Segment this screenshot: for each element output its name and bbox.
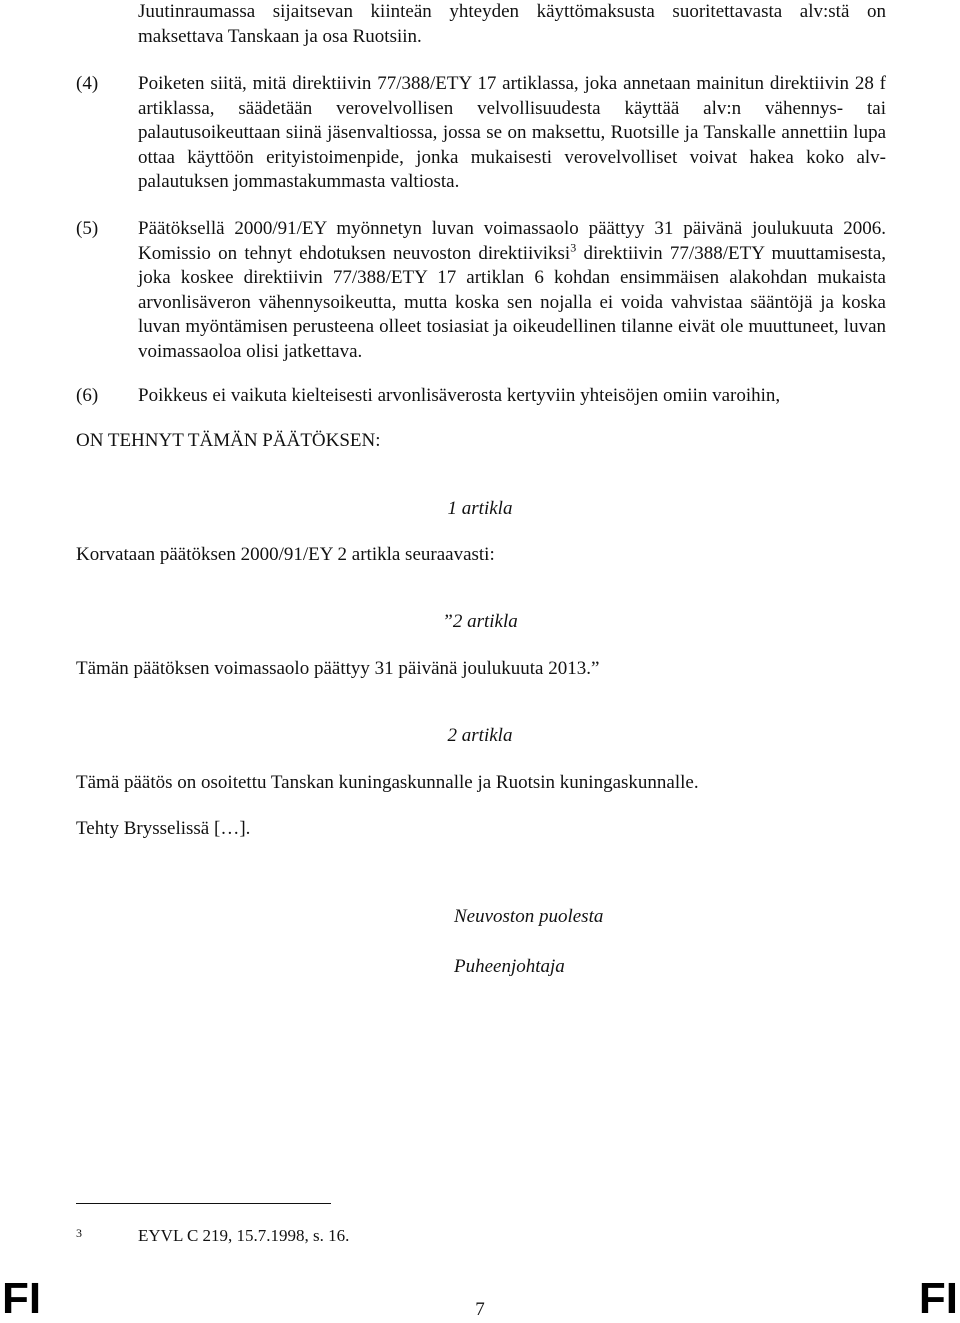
article-2-text: Tämä päätös on osoitettu Tanskan kuningaskunnalle ja Ruotsin kuningaskunnalle. <box>76 772 699 793</box>
enacting-formula: ON TEHNYT TÄMÄN PÄÄTÖKSEN: <box>76 430 381 451</box>
recital-5-text-part1: Päätöksellä 2000/91/EY myönnetyn luvan voimassaolo päättyy 31 päivänä joulukuuta 2006. Komissio on tehnyt ehdotuksen neuvoston direktiiviksi <box>138 218 886 264</box>
footer-language-left: FI <box>2 1274 42 1323</box>
signature-role: Puheenjohtaja <box>454 956 565 977</box>
recital-6-number: (6) <box>76 385 99 406</box>
footnote-text: EYVL C 219, 15.7.1998, s. 16. <box>138 1226 350 1245</box>
article-1-quoted-heading: ”2 artikla <box>442 611 518 632</box>
article-2-heading: 2 artikla <box>447 725 513 746</box>
page-number: 7 <box>475 1299 485 1320</box>
done-at: Tehty Brysselissä […]. <box>76 818 251 839</box>
signature-for: Neuvoston puolesta <box>454 906 604 927</box>
recital-6-text: Poikkeus ei vaikuta kielteisesti arvonlisäverosta kertyviin yhteisöjen omiin varoihin, <box>138 385 781 406</box>
recital-5-text-part2: direktiivin 77/388/ETY muuttamisesta, joka koskee direktiivin 77/388/ETY 17 artiklan 6 kohdan ensimmäisen alakohdan mukaista arvonlisäveron vähennysoikeutta, mutta koska sen nojalla ei voida vahvistaa sääntöjä ja koska luvan myöntämisen perusteena olleet tosiasiat ja oikeudellinen tilanne eivät ole muuttuneet, luvan voimassaoloa olisi jatkettava. <box>138 242 887 362</box>
recital-continuation-text: Juutinraumassa sijaitsevan kiinteän yhteyden käyttömaksusta suoritettavasta alv:stä on maksettava Tanskaan ja osa Ruotsiin. <box>138 1 886 47</box>
recital-4-text: Poiketen siitä, mitä direktiivin 77/388/ETY 17 artiklassa, joka annetaan mainitun direktiivin 28 f artiklassa, säädetään verovelvollisen velvollisuudesta käyttää alv:n vähennys- tai palautusoikeuttaan siinä jäsenvaltiossa, jossa se on maksettu, Ruotsille ja Tanskalle annettiin lupa ottaa käyttöön erityistoimenpide, jonka mukaisesti verovelvolliset voivat hakea koko alv-palautuksen jommastakummasta valtiosta. <box>138 73 886 192</box>
footnote-ref-3[interactable]: 3 <box>570 240 577 255</box>
footer-language-right: FI <box>918 1274 958 1323</box>
recital-5-number: (5) <box>76 218 99 239</box>
article-1-intro: Korvataan päätöksen 2000/91/EY 2 artikla seuraavasti: <box>76 544 495 565</box>
recital-4-number: (4) <box>76 73 99 94</box>
article-1-heading: 1 artikla <box>447 498 513 519</box>
recital-5-text <box>138 217 886 364</box>
footnote-mark: 3 <box>76 1226 82 1240</box>
recital-continuation <box>138 0 886 49</box>
article-1-quoted-text: Tämän päätöksen voimassaolo päättyy 31 päivänä joulukuuta 2013.” <box>76 658 600 679</box>
footnote-separator <box>76 1203 331 1204</box>
